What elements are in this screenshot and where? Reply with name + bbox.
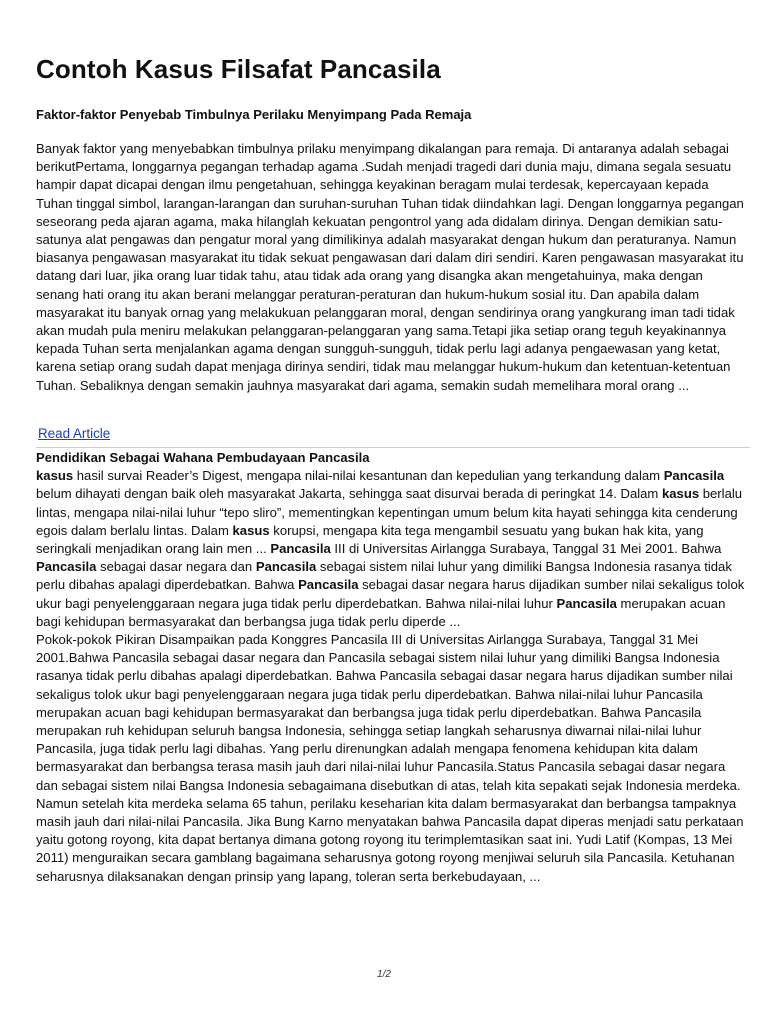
keyword-highlight: kasus	[661, 486, 700, 502]
snippet-text: sebagai dasar negara dan	[96, 559, 256, 575]
snippet-text: berlalu lintas, mengapa nilai-nilai luhur “tepo sliro”, mementingkan kepentingan umum belum kita hayati sehingga kita cenderung egois dalam berlalu lintas. Dalam	[36, 486, 743, 538]
search-snippet	[36, 467, 748, 631]
keyword-highlight: kasus	[36, 468, 74, 484]
page-number: 1/2	[377, 969, 391, 980]
snippet-text: hasil survai Reader’s Digest, mengapa nilai-nilai kesantunan dan kepedulian yang terkandung dalam	[73, 468, 664, 484]
snippet-text: sebagai sistem nilai luhur yang dimiliki Bangsa Indonesia rasanya tidak perlu dibahas apalagi diperdebatkan. Bahwa	[36, 559, 732, 593]
snippet-text: belum dihayati dengan baik oleh masyarakat Jakarta, sehingga saat disurvai berada di peringkat 14. Dalam	[36, 486, 662, 502]
keyword-highlight: Pancasila	[556, 595, 617, 611]
keyword-highlight: Pancasila	[255, 559, 317, 575]
document-title: Contoh Kasus Filsafat Pancasila	[36, 54, 441, 84]
read-article-link[interactable]: Read Article	[38, 426, 111, 441]
section-heading-faktor: Faktor-faktor Penyebab Timbulnya Perilaku Menyimpang Pada Remaja	[36, 107, 472, 122]
keyword-highlight: Pancasila	[36, 559, 97, 575]
section-paragraph-pendidikan: Pokok-pokok Pikiran Disampaikan pada Konggres Pancasila III di Universitas Airlangga Surabaya, Tanggal 31 Mei 2001.Bahwa Pancasila sebagai dasar negara dan Pancasila sebagai sistem nilai luhur yang dimiliki Bangsa Indonesia rasanya tidak perlu dibahas apalagi diperdebatkan. Bahwa Pancasila sebagai dasar negara harus dijadikan sumber nilai sekaligus tolok ukur bagi penyelenggaraan negara juga tidak perlu diperdebatkan. Bahwa nilai-nilai luhur Pancasila merupakan acuan bagi kehidupan bermasyarakat dan berbangsa juga tidak perlu diperdebatkan. Bahwa Pancasila merupakan ruh kehidupan seluruh bangsa Indonesia, sehingga setiap langkah seharusnya diwarnai nilai-nilai luhur Pancasila, juga tidak perlu lagi dibahas. Yang perlu direnungkan adalah mengapa fenomena kehidupan kita dalam bermasyarakat dan berbangsa terasa masih jauh dari nilai-nilai luhur Pancasila.Status Pancasila sebagai dasar negara dan sebagai sistem nilai Bangsa Indonesia sebagaimana disebutkan di atas, telah kita sepakati sejak Indonesia merdeka. Namun setelah kita merdeka selama 65 tahun, perilaku keseharian kita dalam bermasyarakat dan berbangsa tampaknya masih jauh dari nilai-nilai Pancasila. Jika Bung Karno menyatakan bahwa Pancasila dapat diperas menjadi satu perkataan yaitu gotong royong, kita dapat bertanya dimana gotong royong itu terimplemtasikan saat ini. Yudi Latif (Kompas, 13 Mei 2011) menguraikan secara gamblang bagaimana seharusnya gotong royong menjiwai seluruh sila Pancasila. Ketuhanan seharusnya dilaksanakan dengan prinsip yang lapang, toleran serta berkebudayaan, ...	[36, 632, 744, 884]
section-pendidikan	[36, 449, 748, 886]
section-paragraph-faktor: Banyak faktor yang menyebabkan timbulnya prilaku menyimpang dikalangan para remaja. Di antaranya adalah sebagai berikutPertama, longgarnya pegangan terhadap agama .Sudah menjadi tragedi dari dunia maju, dimana segala sesuatu hampir dapat dicapai dengan ilmu pengetahuan, sehingga keyakinan beragam mulai terdesak, kepercayaan kepada Tuhan tinggal simbol, larangan-larangan dan suruhan-suruhan Tuhan tidak diindahkan lagi. Dengan longgarnya pegangan seseorang peda ajaran agama, maka hilanglah kekuatan pengontrol yang ada didalam dirinya. Dengan demikian satu-satunya alat pengawas dan pengatur moral yang dimilikinya adalah masyarakat dengan hukum dan peraturanya. Namun biasanya pengawasan masyarakat itu tidak sekuat pengawasan dari dalam diri sendiri. Karen pengawasan masyarakat itu datang dari luar, jika orang luar tidak tahu, atau tidak ada orang yang disangka akan mengetahuinya, maka dengan senang hati orang itu akan berani melanggar peraturan-peraturan dan hukum-hukum sosial itu. Dan apabila dalam masyarakat itu banyak ornag yang melakukuan pelanggaran moral, dengan sendirinya orang yangkurang iman tadi tidak akan mudah pula meniru melakukan pelanggaran-pelanggaran yang sama.Tetapi jika setiap orang teguh keyakinannya kepada Tuhan serta menjalankan agama dengan sungguh-sungguh, tidak perlu lagi adanya pengaewasan yang ketat, karena setiap orang sudah dapat menjaga dirinya sendiri, tidak mau melanggar hukum-hukum dan ketentuan-ketentuan Tuhan. Sebaliknya dengan semakin jauhnya masyarakat dari agama, semakin sudah memelihara moral orang ...	[36, 141, 744, 393]
snippet-text: korupsi, mengapa kita tega mengambil sesuatu yang bukan hak kita, yang seringkali menjadikan orang lain men ...	[36, 522, 704, 557]
keyword-highlight: Pancasila	[663, 468, 725, 484]
snippet-text: sebagai dasar negara harus dijadikan sumber nilai sekaligus tolok ukur bagi penyelenggaraan negara juga tidak perlu diperdebatkan. Bahwa nilai-nilai luhur	[36, 577, 745, 611]
keyword-highlight: Pancasila	[270, 541, 331, 557]
snippet-text: merupakan acuan bagi kehidupan bermasyarakat dan berbangsa juga tidak perlu diperde ...	[36, 595, 726, 629]
keyword-highlight: kasus	[232, 522, 270, 538]
keyword-highlight: Pancasila	[298, 577, 359, 593]
section-divider	[36, 447, 750, 448]
section-heading-pendidikan: Pendidikan Sebagai Wahana Pembudayaan Pancasila	[36, 450, 370, 465]
snippet-text: III di Universitas Airlangga Surabaya, Tanggal 31 Mei 2001. Bahwa	[330, 541, 722, 557]
